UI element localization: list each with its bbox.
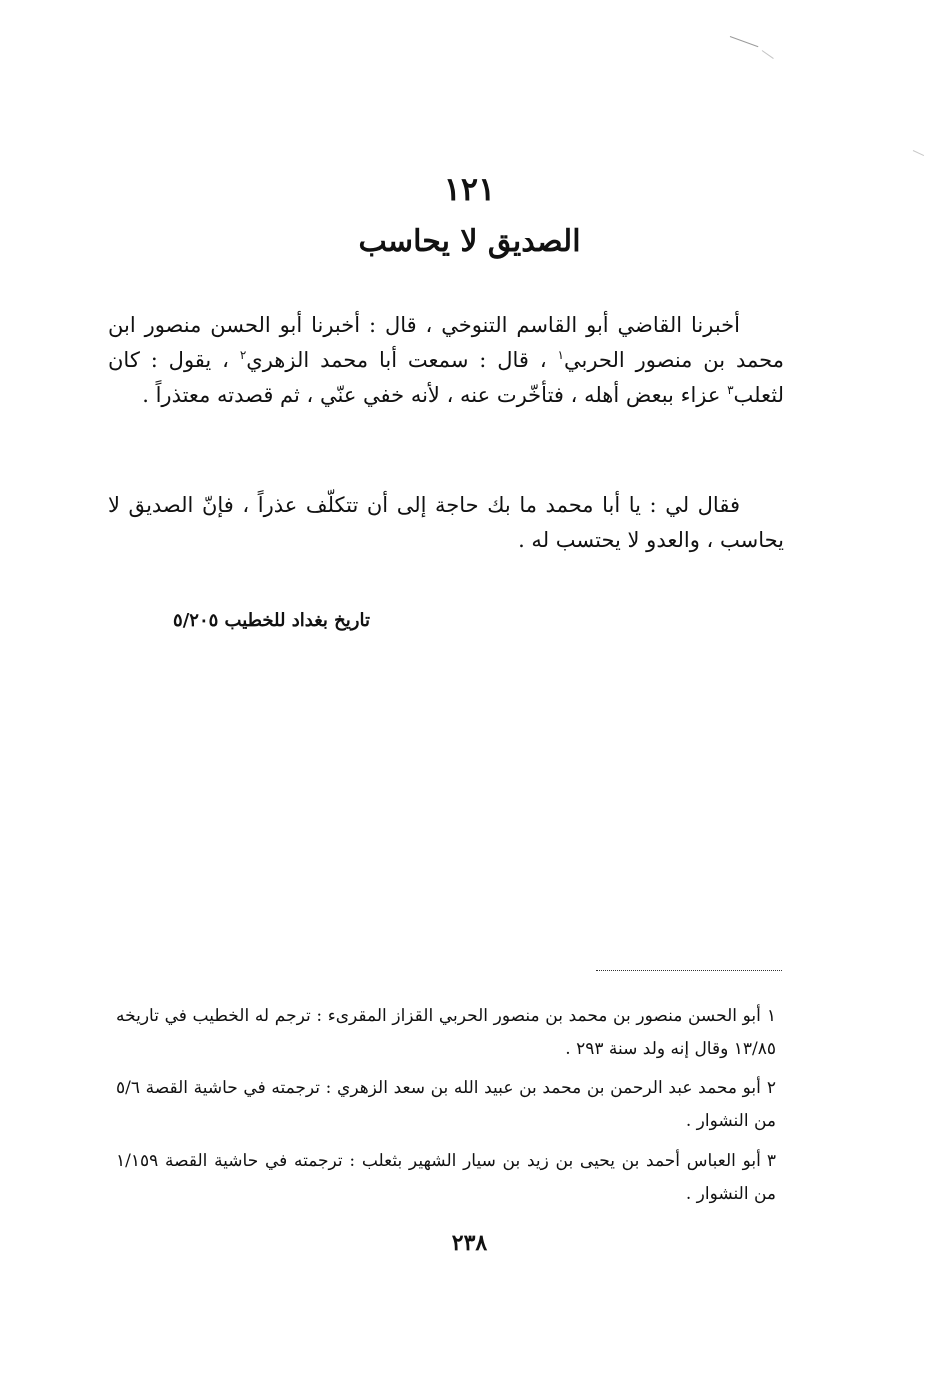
body-paragraph-2: فقال لي : يا أبا محمد ما بك حاجة إلى أن تتكلّف عذراً ، فإنّ الصديق لا يحاسب ، والعدو لا يحتسب له . — [108, 493, 784, 552]
body-paragraph-1 — [108, 308, 784, 413]
footnote — [116, 1000, 776, 1066]
footnote-text: أبو العباس أحمد بن يحيى بن زيد بن سيار الشهير بثعلب : ترجمته في حاشية القصة ١/١٥٩ من النشوار . — [116, 1151, 776, 1204]
page-number: ٢٣٨ — [451, 1230, 488, 1256]
footnote-text: أبو الحسن منصور بن محمد بن منصور الحربي القزاز المقرىء : ترجم له الخطيب في تاريخه ١٣/٨٥ وقال إنه ولد سنة ٢٩٣ . — [116, 1006, 776, 1059]
source-citation: تاريخ بغداد للخطيب ٥/٢٠٥ — [173, 610, 370, 631]
footnote-ref: ١ — [557, 348, 564, 362]
body-text-segment: عزاء ببعض أهله ، فتأخّرت عنه ، لأنه خفي عنّي ، ثم قصدته معتذراً . — [142, 383, 728, 407]
body-text-segment: أخبرنا القاضي أبو القاسم التنوخي ، قال : أخبرنا أبو الحسن منصور ابن محمد بن منصور الحربي — [108, 313, 784, 372]
scan-mark — [730, 36, 759, 47]
body-text-segment: ، قال : سمعت أبا محمد الزهري — [246, 348, 558, 372]
footnote-text: أبو محمد عبد الرحمن بن محمد بن عبيد الله بن سعد الزهري : ترجمته في حاشية القصة ٥/٦ من النشوار . — [116, 1078, 776, 1131]
body-text-segment: ، يقول : كان لثعلب — [108, 348, 784, 407]
story-title: الصديق لا يحاسب — [358, 224, 581, 259]
footnote — [116, 1145, 776, 1211]
footnote-separator — [596, 970, 782, 971]
scan-mark — [762, 50, 774, 59]
footnote-ref: ٢ — [239, 348, 247, 362]
story-number: ١٢١ — [443, 170, 496, 208]
footnote-number: ١ — [766, 1006, 776, 1026]
scan-mark — [913, 150, 924, 156]
footnote — [116, 1072, 776, 1138]
footnote-ref: ٣ — [727, 383, 734, 397]
footnote-number: ٣ — [766, 1151, 776, 1171]
footnote-number: ٢ — [766, 1078, 776, 1098]
